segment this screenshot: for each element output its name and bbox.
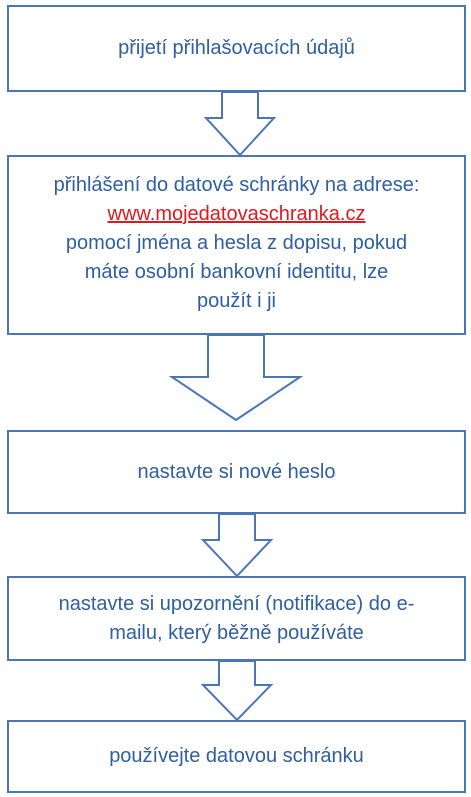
down-arrow-icon	[202, 514, 272, 577]
step-2-box	[7, 155, 466, 335]
down-arrow-icon	[202, 661, 272, 721]
step-1-box	[7, 5, 466, 92]
step-4-box	[7, 576, 466, 661]
step-3-text: nastavte si nové heslo	[137, 460, 336, 483]
step-2-content	[54, 171, 420, 316]
step-1-text: přijetí přihlašovacích údajů	[118, 37, 355, 59]
step-5-text: používejte datovou schránku	[109, 745, 364, 767]
step-3-box	[7, 430, 466, 514]
step-5-box	[7, 720, 466, 793]
website-link[interactable]: www.mojedatovaschranka.cz	[107, 203, 366, 225]
step-2-line-4: máte osobní bankovní identitu, lze	[84, 261, 389, 283]
step-2-line-3: pomocí jména a hesla z dopisu, pokud	[65, 232, 408, 254]
step-4-line-1: nastavte si upozornění (notifikace) do e-	[58, 592, 415, 615]
down-arrow-icon	[205, 92, 275, 156]
down-arrow-icon	[171, 335, 301, 421]
step-4-line-2: mailu, který běžně používáte	[109, 621, 364, 644]
step-4-content	[59, 590, 415, 648]
step-2-line-5: použít i ji	[197, 290, 276, 312]
step-2-line-1: přihlášení do datové schránky na adrese:	[53, 174, 420, 196]
